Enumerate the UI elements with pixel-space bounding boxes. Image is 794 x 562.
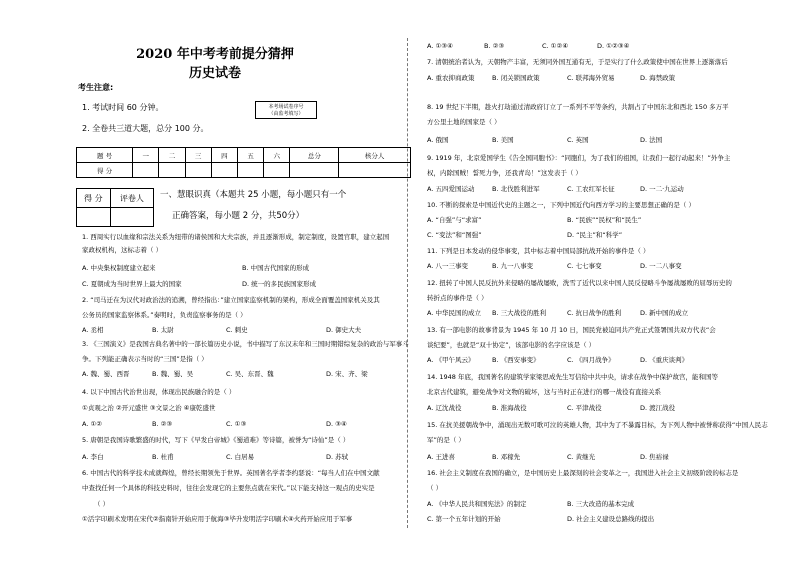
score-cell[interactable] <box>211 163 237 178</box>
grader-reviewer-cell[interactable] <box>110 208 153 227</box>
exam-number-box <box>255 101 317 119</box>
score-header-cell: 五 <box>237 148 263 163</box>
right-question-line: B. 北伐胜利进军 <box>492 185 540 193</box>
right-question-line: B. 美国 <box>492 136 514 144</box>
right-question-line: 12. 扭转了中国人民反抗外来侵略的屡战屡败，洗雪了近代以来中国人民反侵略斗争屡战屡败的屈辱历史的 <box>427 279 732 287</box>
right-question-line: D. 海禁政策 <box>640 74 676 82</box>
left-question-line: D. 宋、齐、梁 <box>326 370 368 378</box>
score-header-cell: 二 <box>159 148 185 163</box>
right-question-line: （ ） <box>427 484 443 492</box>
right-question-line: 16. 社会主义制度在我国的确立，是中国历史上最深刻的社会变革之一，我国进入社会主义初级阶段的标志是 <box>427 469 739 477</box>
score-row-label: 得 分 <box>77 163 133 178</box>
right-question-line: D. 渡江战役 <box>640 404 676 412</box>
right-question-line: A. 辽沈战役 <box>427 404 462 412</box>
left-question-line: 争。下列能正确表示当时的“三国”是指（ ） <box>82 355 208 363</box>
exam-subtitle: 历史试卷 <box>188 66 241 81</box>
left-question-line: C. 夏朝成为当时世界上最大的国家 <box>82 280 182 288</box>
exam-title: 2020 年中考考前提分猜押 <box>136 47 294 62</box>
score-cell[interactable] <box>185 163 211 178</box>
right-question-line: 谈纪要”，也就是“双十协定”，该部电影的名字应该是（ ） <box>427 341 596 349</box>
right-question-line: B. 《西安事变》 <box>492 356 540 364</box>
right-question-line: B. 闭关锁国政策 <box>492 74 540 82</box>
left-question-line: A. 丞相 <box>82 326 104 334</box>
right-question-line: D. 一二·九运动 <box>640 185 684 193</box>
right-question-line: 转折点的事件是（ ） <box>427 294 488 302</box>
grader-reviewer-label: 评卷人 <box>110 189 153 208</box>
right-question-line: C. 联邦海外贸易 <box>567 74 615 82</box>
right-question-line: A. 《甲午风云》 <box>427 356 475 364</box>
right-question-line: 14. 1948 年底，我国著名的建筑学家梁思成先生写信给中共中央，请求在战争中保护故宫，能和国等 <box>427 373 719 381</box>
score-cell[interactable] <box>339 163 411 178</box>
right-question-line: C. 《四月战争》 <box>567 356 615 364</box>
right-question-line: 13. 有一部电影的故事背景为 1945 年 10 月 10 日，国民党被迫同共产党正式签署国共双方代表“会 <box>427 326 716 334</box>
left-question-line: ①贞观之治 ②开元盛世 ③文景之治 ④康乾盛世 <box>82 404 216 412</box>
score-cell[interactable] <box>290 163 339 178</box>
score-header-cell: 题 号 <box>77 148 133 163</box>
score-header-cell: 一 <box>133 148 159 163</box>
left-question-line: B. 太尉 <box>152 326 174 334</box>
score-cell[interactable] <box>264 163 290 178</box>
grader-score-label: 得 分 <box>77 189 111 208</box>
section-heading-cont: 正确答案，每小题 2 分，共50分） <box>172 211 305 221</box>
left-question-line: 6. 中国古代的科学技术成就辉煌，曾经长期领先于世界。英国著名学者李约瑟说：“每当人们在中国文献 <box>82 469 380 477</box>
right-question-line: 9. 1919 年，北京爱国学生《告全国同胞书》：“同胞们，为了我们的祖国，让我们一起行动起来！”外争主 <box>427 154 731 162</box>
score-header-cell: 六 <box>264 148 290 163</box>
left-question-line: B. ②③ <box>152 420 173 428</box>
exam-number-note: （由监考填写） <box>268 111 304 117</box>
score-cell[interactable] <box>237 163 263 178</box>
notice-heading: 考生注意: <box>78 83 114 92</box>
right-question-line: C. “变法”和“图强” <box>427 231 482 239</box>
left-question-line: B. 魏、蜀、吴 <box>152 370 194 378</box>
right-question-line: D. 新中国的成立 <box>640 309 689 317</box>
right-question-line: D. 法国 <box>640 136 663 144</box>
left-question-line: B. 中国古代国家的形成 <box>242 264 310 272</box>
right-question-line: A. 王进喜 <box>427 453 455 461</box>
left-question-line: A. ①② <box>82 420 103 428</box>
left-question-line: A. 中央集权制度建立起来 <box>82 264 156 272</box>
right-question-line: D. 《重庆谈判》 <box>640 356 689 364</box>
right-question-line: C. 平津战役 <box>567 404 602 412</box>
notice-item: 1. 考试时间 60 分钟。 <box>82 103 164 112</box>
right-question-line: 15. 在抗美援朝战争中，涌现出无数可歌可泣的英雄人物，其中为了不暴露目标，为下列人物中被誉称获得“中国人民志 <box>427 421 768 429</box>
right-question-line: B. 淮海战役 <box>492 404 527 412</box>
left-question-line: D. ③④ <box>326 420 347 428</box>
left-question-line: 3. 《三国演义》是我国古典名著中的一部长篇历史小说，书中描写了东汉末年和三国时期错综复杂的政治与军事斗 <box>82 340 409 348</box>
score-table-row <box>77 163 411 178</box>
left-question-line: D. 御史大夫 <box>326 326 362 334</box>
right-question-line: 8. 19 世纪下半期，趁火打劫通过清政府订立了一系列不平等条约，共割占了中国东北和西北 150 多万平 <box>427 103 729 111</box>
right-question-line: A. “自强”与“求富” <box>427 216 482 224</box>
score-table-header <box>77 148 411 163</box>
right-question-line: A. 五四爱国运动 <box>427 185 475 193</box>
right-question-line: A. 俄国 <box>427 136 449 144</box>
left-question-line: C. ①③ <box>226 420 247 428</box>
score-header-cell: 核分人 <box>339 148 411 163</box>
right-question-line: D. ①②③④ <box>597 42 630 50</box>
right-question-line: 10. 不断的探索是中国近代史的主题之一，下列中国近代向西方学习的主要思想正确的是（ ） <box>427 201 695 209</box>
score-header-cell: 三 <box>185 148 211 163</box>
left-question-line: 5. 唐朝是我国诗歌繁盛的时代，写下《早发白帝城》《蜀道难》等诗篇，被誉为“诗仙”是（ ） <box>82 436 350 444</box>
left-question-line: B. 杜甫 <box>152 453 174 461</box>
right-question-line: C. 工农红军长征 <box>567 185 615 193</box>
exam-number-label: 本考场试卷序号 <box>268 104 304 110</box>
right-question-line: D. 一二八事变 <box>640 262 682 270</box>
score-table <box>76 147 411 178</box>
right-question-line: C. 抗日战争的胜利 <box>567 309 622 317</box>
right-question-line: B. “民族”“民权”和“民生” <box>567 216 642 224</box>
score-cell[interactable] <box>159 163 185 178</box>
left-question-line: D. 苏轼 <box>326 453 349 461</box>
left-question-line: 公务员的国家监察体系。”奏明时，负责监察事务的是（ ） <box>82 311 247 319</box>
left-question-line: A. 李白 <box>82 453 104 461</box>
grader-table <box>76 188 154 227</box>
right-question-line: B. 三大改造的基本完成 <box>567 500 635 508</box>
right-question-line: B. 邓稼先 <box>492 453 521 461</box>
right-question-line: D. 焦裕禄 <box>640 453 669 461</box>
right-question-line: D. “民主”和“科学” <box>567 231 623 239</box>
left-question-line: 中查找任何一个具体的科技史料时，往往会发现它的主要焦点就在宋代。”以下能支持这一观点的史实是 <box>82 484 375 492</box>
right-question-line: A. 重农抑商政策 <box>427 74 475 82</box>
left-question-line: C. 吴、东晋、魏 <box>226 370 274 378</box>
right-question-line: A. 《中华人民共和国宪法》的制定 <box>427 500 527 508</box>
right-question-line: B. ②③ <box>484 42 505 50</box>
right-question-line: B. 三大战役的胜利 <box>492 309 547 317</box>
right-question-line: 11. 下列是日本发动的侵华事变，其中标志着中国局部抗战开始的事件是（ ） <box>427 247 650 255</box>
score-header-cell: 四 <box>211 148 237 163</box>
left-question-line: ①活字印刷术发明在宋代②指南针开始应用于航海③毕升发明活字印刷术④火药开始应用于军事 <box>82 515 353 523</box>
right-question-line: C. 黄继光 <box>567 453 596 461</box>
notice-item: 2. 全卷共三道大题，总分 100 分。 <box>82 124 209 133</box>
right-question-line: C. 第一个五年计划的开始 <box>427 515 501 523</box>
right-question-line: 军”的是（ ） <box>427 436 465 444</box>
right-question-line: A. 中华民国的成立 <box>427 309 481 317</box>
score-header-cell: 总分 <box>290 148 339 163</box>
right-question-line: A. 八一三事变 <box>427 262 468 270</box>
left-question-line: D. 统一的多民族国家形成 <box>242 280 317 288</box>
left-question-line: （ ） <box>94 500 110 508</box>
section-heading: 一、慧眼识真（本题共 25 小题，每小题只有一个 <box>160 190 347 200</box>
right-question-line: 7. 清朝统治者认为，天朝物产丰富，无须同外国互通有无，于是实行了什么政策使中国在世界上逐渐落后 <box>427 58 728 66</box>
right-question-line: 方公里土地的国家是（ ） <box>427 118 501 126</box>
column-divider <box>407 38 408 528</box>
left-question-line: 4. 以下中国古代治世出现，体现出民族融合的是（ ） <box>82 388 236 396</box>
right-question-line: C. 七七事变 <box>567 262 602 270</box>
right-question-line: 北京古代建筑，避免战争对文物的破坏，这与当时正在进行的哪一战役有直接关系 <box>427 388 661 396</box>
left-question-line: C. 刺史 <box>226 326 248 334</box>
left-question-line: A. 魏、蜀、西晋 <box>82 370 130 378</box>
right-question-line: B. 九一八事变 <box>492 262 534 270</box>
score-cell[interactable] <box>133 163 159 178</box>
right-question-line: C. 英国 <box>567 136 589 144</box>
left-question-line: 2. “司马迁在为汉代对政治法的追溯，曾经指出：”建立国家监察机制的架构，形成全面覆盖国家机关及其 <box>82 296 380 304</box>
right-question-line: C. ①②④ <box>542 42 569 50</box>
right-question-line: 权，内除国贼！誓死力争，还我青岛！”这发表于（ ） <box>427 169 582 177</box>
left-question-line: C. 白居易 <box>226 453 255 461</box>
right-question-line: A. ①③④ <box>427 42 453 50</box>
right-question-line: D. 社会主义建设总路线的提出 <box>567 515 655 523</box>
left-question-line: 1. 西周实行以血缘和宗法关系为纽带的诸侯国和大夫宗族，并且逐渐形成，制定制度，设置官职，建立起国 <box>82 233 390 241</box>
left-question-line: 家政权机构，这标志着（ ） <box>82 246 163 254</box>
grader-score-cell[interactable] <box>77 208 111 227</box>
